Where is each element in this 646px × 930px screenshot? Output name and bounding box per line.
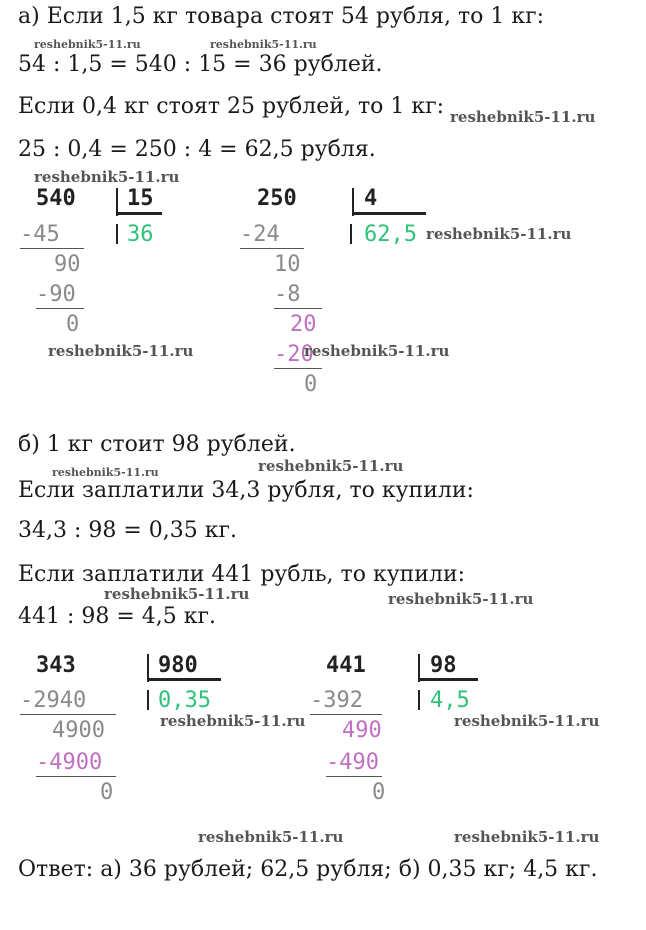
step-line — [310, 714, 382, 715]
step-1: -24 — [240, 222, 280, 247]
quotient: 62,5 — [364, 222, 417, 247]
watermark: reshebnik5-11.ru — [454, 712, 600, 730]
part-a-line-4: 25 : 0,4 = 250 : 4 = 62,5 рубля. — [18, 137, 376, 162]
quotient: 0,35 — [158, 688, 211, 713]
divisor: 15 — [127, 186, 154, 211]
watermark: reshebnik5-11.ru — [388, 590, 534, 608]
part-b-line-4: Если заплатили 441 рубль, то купили: — [18, 562, 466, 587]
quotient: 4,5 — [430, 688, 470, 713]
divisor-underline — [118, 212, 162, 215]
watermark: reshebnik5-11.ru — [48, 342, 194, 360]
part-a-line-1: а) Если 1,5 кг товара стоят 54 рубля, то 1 кг: — [18, 4, 545, 29]
step-3: -90 — [36, 282, 76, 307]
quotient-bar — [116, 224, 118, 244]
step-line — [20, 714, 116, 715]
part-b-line-3: 34,3 : 98 = 0,35 кг. — [18, 518, 238, 543]
part-b-line-5: 441 : 98 = 4,5 кг. — [18, 604, 217, 629]
step-4: 0 — [372, 780, 386, 805]
step-3: -4900 — [36, 750, 103, 775]
divisor: 980 — [158, 653, 198, 678]
watermark: reshebnik5-11.ru — [304, 342, 450, 360]
watermark: reshebnik5-11.ru — [198, 828, 344, 846]
watermark: reshebnik5-11.ru — [450, 108, 596, 126]
divisor-underline — [149, 678, 221, 681]
step-5: -20 — [274, 342, 314, 367]
step-4: 0 — [100, 780, 114, 805]
dividend: 540 — [36, 186, 76, 211]
quotient-bar — [418, 690, 420, 710]
watermark: reshebnik5-11.ru — [104, 585, 250, 603]
answer-line: Ответ: а) 36 рублей; 62,5 рубля; б) 0,35 кг; 4,5 кг. — [18, 857, 598, 882]
step-3: -8 — [274, 282, 301, 307]
divisor: 98 — [430, 653, 457, 678]
step-2: 10 — [274, 252, 301, 277]
step-1: -2940 — [20, 688, 87, 713]
step-line — [36, 776, 116, 777]
step-2: 4900 — [52, 718, 105, 743]
watermark: reshebnik5-11.ru — [34, 168, 180, 186]
step-line — [274, 368, 322, 369]
step-line — [36, 308, 84, 309]
step-line — [20, 248, 84, 249]
step-4: 0 — [66, 312, 80, 337]
watermark: reshebnik5-11.ru — [34, 38, 141, 51]
quotient: 36 — [127, 222, 154, 247]
step-2: 90 — [54, 252, 81, 277]
dividend: 441 — [326, 653, 366, 678]
watermark: reshebnik5-11.ru — [426, 225, 572, 243]
part-b-line-1: б) 1 кг стоит 98 рублей. — [18, 432, 296, 457]
step-1: -392 — [310, 688, 363, 713]
part-b-line-2: Если заплатили 34,3 рубля, то купили: — [18, 478, 474, 503]
step-1: -45 — [20, 222, 60, 247]
step-3: -490 — [326, 750, 379, 775]
divisor-underline — [354, 212, 426, 215]
step-2: 490 — [342, 718, 382, 743]
step-6: 0 — [304, 372, 318, 397]
step-line — [326, 776, 382, 777]
dividend: 343 — [36, 653, 76, 678]
part-a-line-3: Если 0,4 кг стоят 25 рублей, то 1 кг: — [18, 94, 445, 119]
watermark: reshebnik5-11.ru — [210, 38, 317, 51]
quotient-bar — [147, 690, 149, 710]
step-4: 20 — [290, 312, 317, 337]
step-line — [274, 308, 322, 309]
quotient-bar — [350, 224, 352, 244]
divisor: 4 — [364, 186, 378, 211]
dividend: 250 — [257, 186, 297, 211]
part-a-line-2: 54 : 1,5 = 540 : 15 = 36 рублей. — [18, 52, 383, 77]
step-line — [240, 248, 304, 249]
watermark: reshebnik5-11.ru — [52, 466, 159, 479]
watermark: reshebnik5-11.ru — [258, 457, 404, 475]
watermark: reshebnik5-11.ru — [454, 828, 600, 846]
watermark: reshebnik5-11.ru — [160, 712, 306, 730]
divisor-underline — [420, 678, 478, 681]
